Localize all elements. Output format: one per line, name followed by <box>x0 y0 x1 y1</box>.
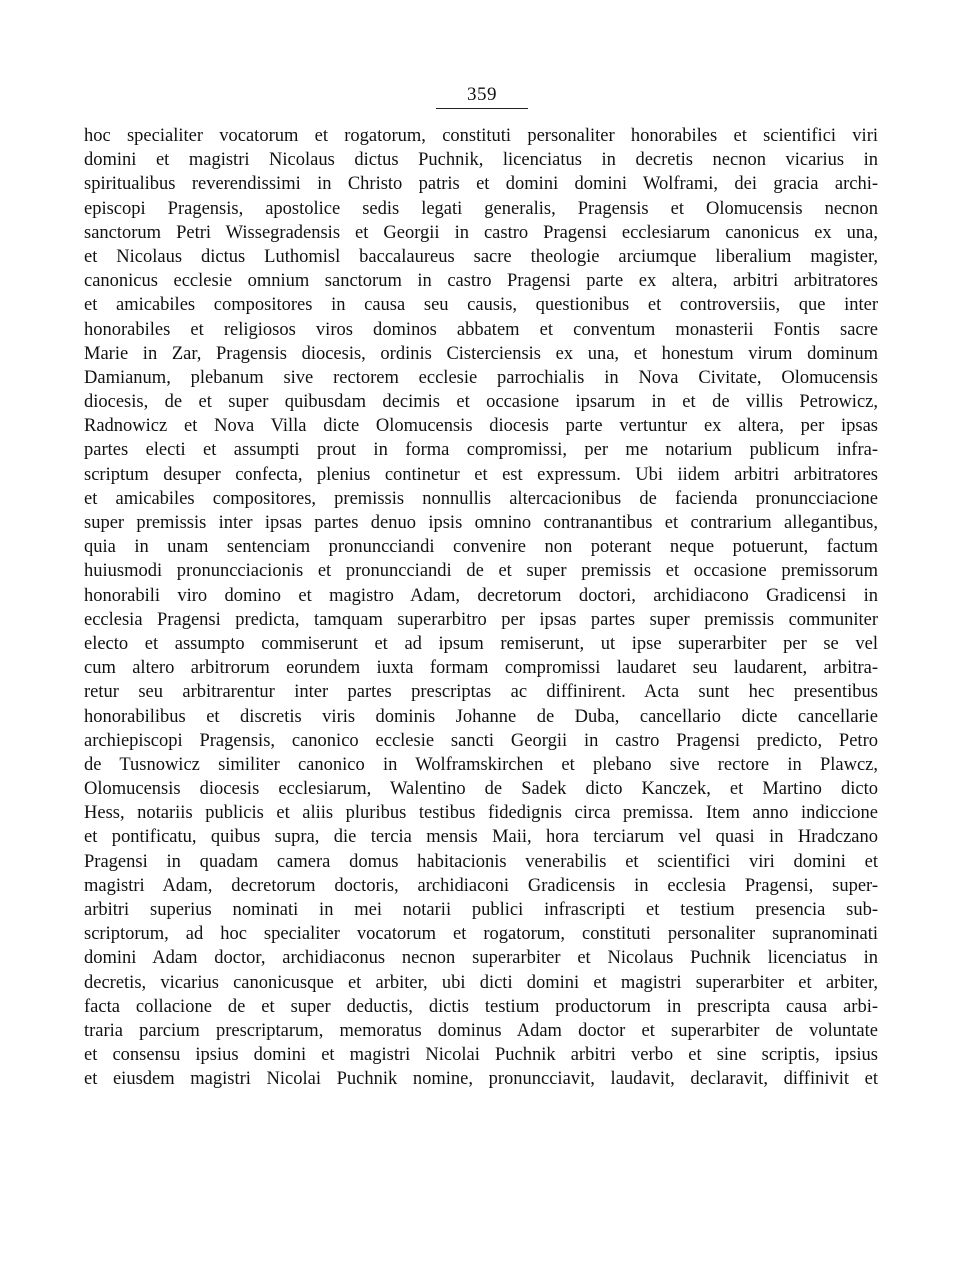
text-line: spiritualibus reverendissimi in Christo patris et domini domini Wolframi, dei gracia archi- <box>84 174 878 195</box>
text-line: quia in unam sentenciam pronuncciandi convenire non poterant neque potuerunt, factum <box>84 537 878 558</box>
text-line: et pontificatu, quibus supra, die tercia mensis Maii, hora terciarum vel quasi in Hradczano <box>84 827 878 848</box>
text-line: domini et magistri Nicolaus dictus Puchnik, licenciatus in decretis necnon vicarius in <box>84 150 878 171</box>
text-line: diocesis, de et super quibusdam decimis et occasione ipsarum in et de villis Petrowicz, <box>84 392 878 413</box>
text-line: partes electi et assumpti prout in forma compromissi, per me notarium publicum infra- <box>84 440 878 461</box>
page-number: 359 <box>467 84 497 105</box>
text-line: hoc specialiter vocatorum et rogatorum, constituti personaliter honorabiles et scientifici viri <box>84 126 878 146</box>
text-line: decretis, vicarius canonicusque et arbiter, ubi dicti domini et magistri superarbiter et arbiter, <box>84 972 878 993</box>
text-line: retur seu arbitrarentur inter partes prescriptas ac diffinirent. Acta sunt hec presentibus <box>84 682 878 703</box>
text-line: honorabili viro domino et magistro Adam, decretorum doctori, archidiacono Gradicensi in <box>84 585 878 606</box>
text-line: electo et assumpto commiserunt et ad ipsum remiserunt, ut ipse superarbiter per se vel <box>84 633 878 654</box>
text-line: honorabiles et religiosos viros dominos abbatem et conventum monasterii Fontis sacre <box>84 319 878 340</box>
text-line: et consensu ipsius domini et magistri Nicolai Puchnik arbitri verbo et sine scriptis, ipsius <box>84 1045 878 1066</box>
text-line: domini Adam doctor, archidiaconus necnon superarbiter et Nicolaus Puchnik licenciatus in <box>84 948 878 969</box>
text-line: Hess, notariis publicis et aliis pluribus testibus fidedignis circa premissa. Item anno indiccione <box>84 803 878 824</box>
page-number-rule <box>436 108 528 109</box>
text-line: traria parcium prescriptarum, memoratus dominus Adam doctor et superarbiter de voluntate <box>84 1020 878 1041</box>
text-line: Marie in Zar, Pragensis diocesis, ordinis Cisterciensis ex una, et honestum virum dominum <box>84 343 878 364</box>
text-line: Pragensi in quadam camera domus habitacionis venerabilis et scientifici viri domini et <box>84 851 878 872</box>
text-line: cum altero arbitrorum eorundem iuxta formam compromissi laudaret seu laudarent, arbitra- <box>84 658 878 679</box>
text-line: sanctorum Petri Wissegradensis et Georgii in castro Pragensi ecclesiarum canonicus ex una, <box>84 222 878 243</box>
text-line: magistri Adam, decretorum doctoris, archidiaconi Gradicensis in ecclesia Pragensi, super- <box>84 875 878 896</box>
text-line: honorabilibus et discretis viris dominis Johanne de Duba, cancellario dicte cancellarie <box>84 706 878 727</box>
text-line: Damianum, plebanum sive rectorem ecclesie parrochialis in Nova Civitate, Olomucensis <box>84 367 878 388</box>
text-line: episcopi Pragensis, apostolice sedis legati generalis, Pragensis et Olomucensis necnon <box>84 198 878 219</box>
text-line: archiepiscopi Pragensis, canonico ecclesie sancti Georgii in castro Pragensi predicto, Petro <box>84 730 878 751</box>
text-line: et amicabiles compositores in causa seu causis, questionibus et controversiis, que inter <box>84 295 878 316</box>
text-line: scriptum desuper confecta, plenius continetur et est expressum. Ubi iidem arbitri arbitratores <box>84 464 878 485</box>
text-line: huiusmodi pronuncciacionis et pronuncciandi de et super premissis et occasione premissorum <box>84 561 878 582</box>
text-line: facta collacione de et super deductis, dictis testium productorum in prescripta causa arbi- <box>84 996 878 1017</box>
text-line: et Nicolaus dictus Luthomisl baccalaureus sacre theologie arciumque liberalium magister, <box>84 246 878 267</box>
text-line: scriptorum, ad hoc specialiter vocatorum et rogatorum, constituti personaliter supranominati <box>84 924 878 945</box>
text-line: et eiusdem magistri Nicolai Puchnik nomine, pronuncciavit, laudavit, declaravit, diffinivit et <box>84 1069 878 1090</box>
text-line: de Tusnowicz similiter canonico in Wolframskirchen et plebano sive rectore in Plawcz, <box>84 754 878 775</box>
text-line: canonicus ecclesie omnium sanctorum in castro Pragensi parte ex altera, arbitri arbitratores <box>84 271 878 292</box>
text-line: Radnowicz et Nova Villa dicte Olomucensis diocesis parte vertuntur ex altera, per ipsas <box>84 416 878 437</box>
text-line: super premissis inter ipsas partes denuo ipsis omnino contranantibus et contrarium allegantibus, <box>84 513 878 533</box>
text-line: arbitri superius nominati in mei notarii publici infrascripti et testium presencia sub- <box>84 900 878 920</box>
text-line: et amicabiles compositores, premissis nonnullis altercacionibus de facienda pronuncciacione <box>84 488 878 509</box>
text-line: Olomucensis diocesis ecclesiarum, Walentino de Sadek dicto Kanczek, et Martino dicto <box>84 779 878 800</box>
body-text <box>84 124 878 1092</box>
text-line: ecclesia Pragensi predicta, tamquam superarbitro per ipsas partes super premissis communiter <box>84 609 878 630</box>
